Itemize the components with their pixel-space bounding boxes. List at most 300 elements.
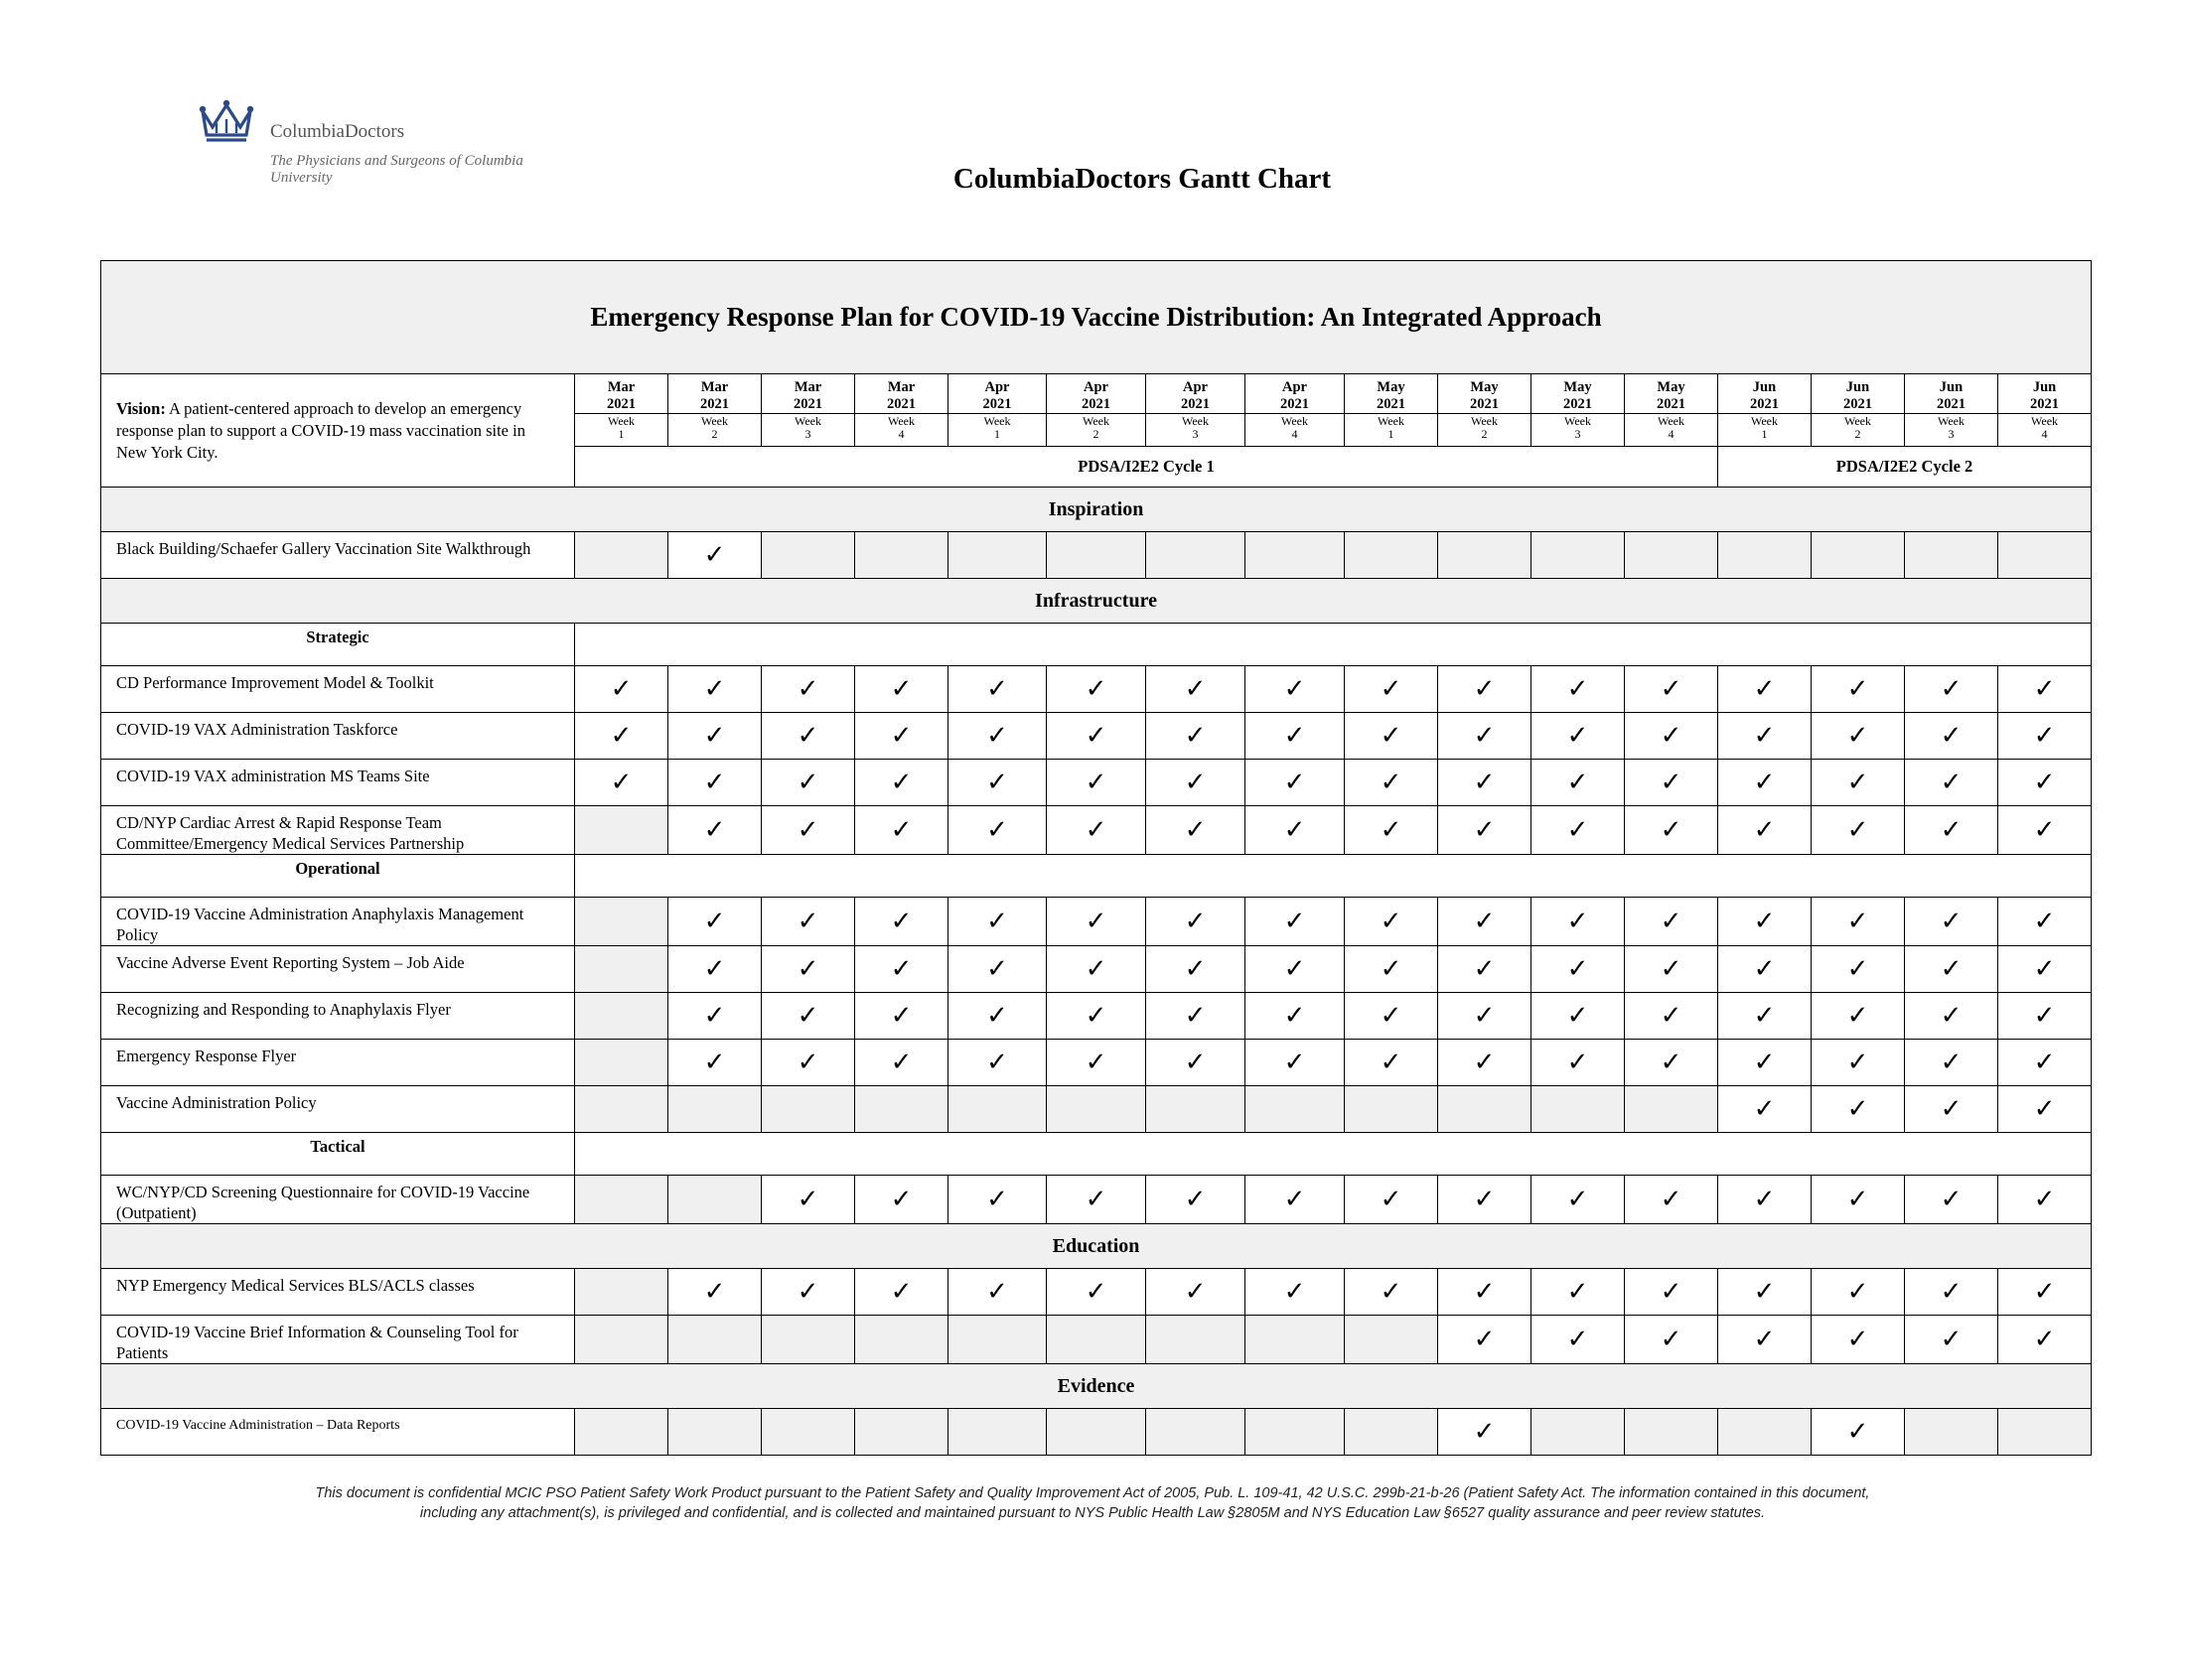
week-header <box>1047 374 1146 447</box>
week-header <box>1812 374 1905 447</box>
checkmark-icon: ✓ <box>1047 1269 1146 1316</box>
checkmark-icon: ✓ <box>1345 760 1438 806</box>
checkmark-icon: ✓ <box>1905 713 1998 760</box>
checkmark-icon: ✓ <box>1812 1269 1905 1316</box>
checkmark-icon: ✓ <box>762 898 855 946</box>
checkmark-icon: ✓ <box>1905 946 1998 993</box>
week-year: 2021 <box>1377 396 1405 412</box>
empty-cell <box>762 1409 855 1456</box>
empty-cell <box>1047 1086 1146 1133</box>
week-header <box>1146 374 1245 447</box>
week-week: Week <box>1438 413 1530 428</box>
week-month: Jun <box>1752 379 1777 395</box>
checkmark-icon: ✓ <box>1718 713 1812 760</box>
checkmark-icon: ✓ <box>1625 946 1718 993</box>
week-num: 1 <box>994 427 1000 441</box>
section-header: Infrastructure <box>101 579 2092 624</box>
empty-cell <box>1345 1086 1438 1133</box>
week-year: 2021 <box>607 396 636 412</box>
checkmark-icon: ✓ <box>1146 806 1245 855</box>
empty-cell <box>1438 1086 1531 1133</box>
task-label: COVID-19 Vaccine Administration – Data Reports <box>101 1409 575 1456</box>
week-num: 4 <box>1291 427 1298 441</box>
checkmark-icon: ✓ <box>1531 993 1625 1040</box>
checkmark-icon: ✓ <box>1245 946 1345 993</box>
checkmark-icon: ✓ <box>1531 1269 1625 1316</box>
checkmark-icon: ✓ <box>1345 946 1438 993</box>
week-header <box>1998 374 2092 447</box>
week-num: 3 <box>1574 427 1581 441</box>
task-label: Recognizing and Responding to Anaphylaxis Flyer <box>101 993 575 1040</box>
week-month: Apr <box>1183 379 1208 395</box>
task-label: Vaccine Adverse Event Reporting System – Job Aide <box>101 946 575 993</box>
checkmark-icon: ✓ <box>1345 1040 1438 1086</box>
task-label: Emergency Response Flyer <box>101 1040 575 1086</box>
week-week: Week <box>1812 413 1904 428</box>
checkmark-icon: ✓ <box>1812 666 1905 713</box>
empty-cell <box>1146 1409 1245 1456</box>
checkmark-icon: ✓ <box>1047 1040 1146 1086</box>
footnote-line-1: This document is confidential MCIC PSO Patient Safety Work Product pursuant to the Patient Safety and Quality Improvement Act of 2005, Pub. L. 109-41, 42 U.S.C. 299b-21-b-26 (Patient Safety Act. The information contained in this document, <box>315 1485 1870 1501</box>
checkmark-icon: ✓ <box>1905 1269 1998 1316</box>
checkmark-icon: ✓ <box>1531 806 1625 855</box>
checkmark-icon: ✓ <box>1531 666 1625 713</box>
checkmark-icon: ✓ <box>1245 898 1345 946</box>
footnote-line-2: including any attachment(s), is privileged and confidential, and is collected and maintained pursuant to NYS Public Health Law §2805M and NYS Education Law §6527 quality assurance and peer review statutes. <box>419 1505 1766 1521</box>
checkmark-icon: ✓ <box>1718 760 1812 806</box>
checkmark-icon: ✓ <box>762 806 855 855</box>
checkmark-icon: ✓ <box>1625 1040 1718 1086</box>
checkmark-icon: ✓ <box>855 993 948 1040</box>
checkmark-icon: ✓ <box>1998 713 2092 760</box>
checkmark-icon: ✓ <box>1998 1176 2092 1224</box>
checkmark-icon: ✓ <box>1718 666 1812 713</box>
checkmark-icon: ✓ <box>1245 1040 1345 1086</box>
task-label: COVID-19 Vaccine Administration Anaphylaxis Management Policy <box>101 898 575 946</box>
week-num: 4 <box>1668 427 1675 441</box>
checkmark-icon: ✓ <box>1905 1176 1998 1224</box>
checkmark-icon: ✓ <box>1438 666 1531 713</box>
checkmark-icon: ✓ <box>1438 898 1531 946</box>
checkmark-icon: ✓ <box>1531 946 1625 993</box>
checkmark-icon: ✓ <box>1345 666 1438 713</box>
empty-cell <box>1718 1409 1812 1456</box>
empty-cell <box>1998 532 2092 579</box>
checkmark-icon: ✓ <box>1345 1176 1438 1224</box>
checkmark-icon: ✓ <box>1812 898 1905 946</box>
week-month: May <box>1470 379 1499 395</box>
task-label: WC/NYP/CD Screening Questionnaire for COVID-19 Vaccine (Outpatient) <box>101 1176 575 1224</box>
checkmark-icon: ✓ <box>1905 760 1998 806</box>
week-year: 2021 <box>1843 396 1872 412</box>
checkmark-icon: ✓ <box>948 760 1047 806</box>
week-week: Week <box>1531 413 1624 428</box>
checkmark-icon: ✓ <box>762 1040 855 1086</box>
empty-cell <box>668 1316 762 1364</box>
week-month: Apr <box>1084 379 1108 395</box>
section-header: Inspiration <box>101 488 2092 532</box>
brand-tagline: The Physicians and Surgeons of Columbia University <box>270 153 523 186</box>
checkmark-icon: ✓ <box>1812 1040 1905 1086</box>
week-header <box>762 374 855 447</box>
section-header: Education <box>101 1224 2092 1269</box>
empty-cell <box>575 1040 668 1086</box>
week-month: Jun <box>2032 379 2057 395</box>
checkmark-icon: ✓ <box>1998 1316 2092 1364</box>
checkmark-icon: ✓ <box>1998 898 2092 946</box>
checkmark-icon: ✓ <box>668 946 762 993</box>
empty-cell <box>1047 1316 1146 1364</box>
checkmark-icon: ✓ <box>1047 1176 1146 1224</box>
empty-cell <box>668 1176 762 1224</box>
checkmark-icon: ✓ <box>948 666 1047 713</box>
checkmark-icon: ✓ <box>575 713 668 760</box>
task-label: COVID-19 Vaccine Brief Information & Counseling Tool for Patients <box>101 1316 575 1364</box>
gantt-table <box>100 260 2092 1456</box>
checkmark-icon: ✓ <box>1047 898 1146 946</box>
checkmark-icon: ✓ <box>948 1040 1047 1086</box>
empty-cell <box>1905 1409 1998 1456</box>
week-header <box>1625 374 1718 447</box>
checkmark-icon: ✓ <box>1905 993 1998 1040</box>
checkmark-icon: ✓ <box>1905 1316 1998 1364</box>
empty-cell <box>575 946 668 993</box>
checkmark-icon: ✓ <box>855 666 948 713</box>
empty-cell <box>1905 532 1998 579</box>
checkmark-icon: ✓ <box>1146 760 1245 806</box>
task-label: NYP Emergency Medical Services BLS/ACLS classes <box>101 1269 575 1316</box>
checkmark-icon: ✓ <box>948 713 1047 760</box>
empty-cell <box>1718 532 1812 579</box>
checkmark-icon: ✓ <box>1718 806 1812 855</box>
empty-cell <box>1625 1086 1718 1133</box>
week-year: 2021 <box>1937 396 1966 412</box>
empty-cell <box>1146 532 1245 579</box>
checkmark-icon: ✓ <box>855 1176 948 1224</box>
week-header <box>855 374 948 447</box>
vision-statement <box>101 374 575 488</box>
checkmark-icon: ✓ <box>948 898 1047 946</box>
checkmark-icon: ✓ <box>1047 666 1146 713</box>
checkmark-icon: ✓ <box>1998 666 2092 713</box>
empty-cell <box>1345 1316 1438 1364</box>
week-year: 2021 <box>1563 396 1592 412</box>
week-week: Week <box>948 413 1046 428</box>
empty-cell <box>575 806 668 855</box>
week-week: Week <box>668 413 761 428</box>
checkmark-icon: ✓ <box>855 1040 948 1086</box>
checkmark-icon: ✓ <box>668 806 762 855</box>
checkmark-icon: ✓ <box>1718 993 1812 1040</box>
empty-cell <box>1245 1409 1345 1456</box>
empty-cell <box>1245 1316 1345 1364</box>
checkmark-icon: ✓ <box>948 1269 1047 1316</box>
checkmark-icon: ✓ <box>1905 1040 1998 1086</box>
task-label: CD/NYP Cardiac Arrest & Rapid Response Team Committee/Emergency Medical Services Partnership <box>101 806 575 855</box>
checkmark-icon: ✓ <box>668 1269 762 1316</box>
checkmark-icon: ✓ <box>762 760 855 806</box>
checkmark-icon: ✓ <box>1812 993 1905 1040</box>
checkmark-icon: ✓ <box>762 946 855 993</box>
empty-cell <box>1625 1409 1718 1456</box>
empty-cell <box>575 1086 668 1133</box>
checkmark-icon: ✓ <box>1812 1316 1905 1364</box>
checkmark-icon: ✓ <box>1146 666 1245 713</box>
week-year: 2021 <box>1181 396 1210 412</box>
week-num: 3 <box>1948 427 1955 441</box>
checkmark-icon: ✓ <box>1047 806 1146 855</box>
empty-cell <box>1812 532 1905 579</box>
week-week: Week <box>1047 413 1145 428</box>
week-week: Week <box>1905 413 1997 428</box>
empty-cell <box>1245 1086 1345 1133</box>
checkmark-icon: ✓ <box>1625 1316 1718 1364</box>
empty-cell <box>575 532 668 579</box>
checkmark-icon: ✓ <box>1625 666 1718 713</box>
empty-cell <box>1531 1409 1625 1456</box>
empty-cell <box>855 1316 948 1364</box>
week-num: 2 <box>1854 427 1861 441</box>
empty-cell <box>1625 532 1718 579</box>
checkmark-icon: ✓ <box>1812 946 1905 993</box>
empty-cell <box>575 1316 668 1364</box>
empty-cell <box>575 898 668 946</box>
week-week: Week <box>1345 413 1437 428</box>
week-month: Mar <box>794 379 822 395</box>
checkmark-icon: ✓ <box>1718 1086 1812 1133</box>
empty-cell <box>762 532 855 579</box>
checkmark-icon: ✓ <box>762 713 855 760</box>
empty-cell <box>1531 1086 1625 1133</box>
subsection-label: Tactical <box>101 1133 575 1176</box>
week-num: 1 <box>1387 427 1394 441</box>
checkmark-icon: ✓ <box>1146 946 1245 993</box>
checkmark-icon: ✓ <box>1812 760 1905 806</box>
checkmark-icon: ✓ <box>1625 993 1718 1040</box>
checkmark-icon: ✓ <box>1047 713 1146 760</box>
checkmark-icon: ✓ <box>948 1176 1047 1224</box>
checkmark-icon: ✓ <box>1905 806 1998 855</box>
empty-cell <box>855 532 948 579</box>
empty-cell <box>948 1409 1047 1456</box>
checkmark-icon: ✓ <box>948 946 1047 993</box>
empty-cell <box>575 1176 668 1224</box>
checkmark-icon: ✓ <box>1438 806 1531 855</box>
checkmark-icon: ✓ <box>668 713 762 760</box>
checkmark-icon: ✓ <box>1998 1269 2092 1316</box>
empty-cell <box>1438 532 1531 579</box>
week-header <box>948 374 1047 447</box>
subsection-label: Strategic <box>101 624 575 666</box>
checkmark-icon: ✓ <box>1245 993 1345 1040</box>
checkmark-icon: ✓ <box>1146 1040 1245 1086</box>
checkmark-icon: ✓ <box>1146 713 1245 760</box>
checkmark-icon: ✓ <box>1625 806 1718 855</box>
checkmark-icon: ✓ <box>1146 993 1245 1040</box>
task-label: Black Building/Schaefer Gallery Vaccination Site Walkthrough <box>101 532 575 579</box>
checkmark-icon: ✓ <box>575 666 668 713</box>
checkmark-icon: ✓ <box>1998 1040 2092 1086</box>
week-header <box>1905 374 1998 447</box>
checkmark-icon: ✓ <box>1345 898 1438 946</box>
cycle-2-label: PDSA/I2E2 Cycle 2 <box>1718 447 2092 488</box>
checkmark-icon: ✓ <box>668 993 762 1040</box>
cycle-1-label: PDSA/I2E2 Cycle 1 <box>575 447 1718 488</box>
checkmark-icon: ✓ <box>1905 898 1998 946</box>
empty-cell <box>575 1269 668 1316</box>
empty-cell <box>1998 1409 2092 1456</box>
checkmark-icon: ✓ <box>1345 713 1438 760</box>
checkmark-icon: ✓ <box>948 993 1047 1040</box>
week-year: 2021 <box>2030 396 2060 412</box>
checkmark-icon: ✓ <box>762 1176 855 1224</box>
week-month: Mar <box>887 379 916 395</box>
week-month: May <box>1657 379 1685 395</box>
week-month: Jun <box>1845 379 1870 395</box>
week-month: May <box>1377 379 1405 395</box>
checkmark-icon: ✓ <box>1531 713 1625 760</box>
checkmark-icon: ✓ <box>1345 993 1438 1040</box>
week-header <box>1345 374 1438 447</box>
checkmark-icon: ✓ <box>668 760 762 806</box>
checkmark-icon: ✓ <box>855 760 948 806</box>
checkmark-icon: ✓ <box>668 898 762 946</box>
week-week: Week <box>1146 413 1244 428</box>
week-month: Apr <box>984 379 1010 395</box>
checkmark-icon: ✓ <box>1998 993 2092 1040</box>
checkmark-icon: ✓ <box>762 666 855 713</box>
checkmark-icon: ✓ <box>855 713 948 760</box>
week-week: Week <box>762 413 854 428</box>
week-num: 4 <box>2041 427 2048 441</box>
checkmark-icon: ✓ <box>1998 760 2092 806</box>
checkmark-icon: ✓ <box>1438 1040 1531 1086</box>
week-header <box>1531 374 1625 447</box>
checkmark-icon: ✓ <box>1531 1316 1625 1364</box>
checkmark-icon: ✓ <box>762 1269 855 1316</box>
checkmark-icon: ✓ <box>855 946 948 993</box>
checkmark-icon: ✓ <box>1345 806 1438 855</box>
subsection-spacer <box>575 855 2092 898</box>
week-year: 2021 <box>1280 396 1309 412</box>
week-month: Apr <box>1282 379 1307 395</box>
week-month: May <box>1563 379 1592 395</box>
week-header <box>1245 374 1345 447</box>
week-week: Week <box>1718 413 1811 428</box>
week-week: Week <box>1245 413 1344 428</box>
checkmark-icon: ✓ <box>668 1040 762 1086</box>
checkmark-icon: ✓ <box>1905 666 1998 713</box>
empty-cell <box>668 1086 762 1133</box>
checkmark-icon: ✓ <box>1531 760 1625 806</box>
checkmark-icon: ✓ <box>1047 946 1146 993</box>
empty-cell <box>1245 532 1345 579</box>
vision-label: Vision: <box>116 398 166 418</box>
checkmark-icon: ✓ <box>1245 1176 1345 1224</box>
subsection-spacer <box>575 1133 2092 1176</box>
week-num: 3 <box>1192 427 1199 441</box>
plan-banner: Emergency Response Plan for COVID-19 Vaccine Distribution: An Integrated Approach <box>101 261 2092 374</box>
checkmark-icon: ✓ <box>1998 1086 2092 1133</box>
empty-cell <box>762 1086 855 1133</box>
checkmark-icon: ✓ <box>1718 898 1812 946</box>
empty-cell <box>668 1409 762 1456</box>
checkmark-icon: ✓ <box>1531 1040 1625 1086</box>
brand-name: ColumbiaDoctors <box>270 121 405 142</box>
checkmark-icon: ✓ <box>1438 993 1531 1040</box>
checkmark-icon: ✓ <box>1438 1316 1531 1364</box>
week-year: 2021 <box>887 396 916 412</box>
checkmark-icon: ✓ <box>1812 1409 1905 1456</box>
empty-cell <box>1531 532 1625 579</box>
checkmark-icon: ✓ <box>668 666 762 713</box>
section-header: Evidence <box>101 1364 2092 1409</box>
checkmark-icon: ✓ <box>855 898 948 946</box>
checkmark-icon: ✓ <box>1998 946 2092 993</box>
week-num: 2 <box>711 427 718 441</box>
subsection-spacer <box>575 624 2092 666</box>
checkmark-icon: ✓ <box>1146 1269 1245 1316</box>
checkmark-icon: ✓ <box>1438 1176 1531 1224</box>
checkmark-icon: ✓ <box>1245 1269 1345 1316</box>
crown-icon <box>199 97 254 145</box>
week-header <box>668 374 762 447</box>
checkmark-icon: ✓ <box>1718 1316 1812 1364</box>
vision-text: A patient-centered approach to develop an emergency response plan to support a COVID-19 mass vaccination site in New York City. <box>116 398 525 462</box>
checkmark-icon: ✓ <box>1625 898 1718 946</box>
week-year: 2021 <box>982 396 1012 412</box>
week-year: 2021 <box>1750 396 1779 412</box>
checkmark-icon: ✓ <box>1625 1176 1718 1224</box>
task-label: Vaccine Administration Policy <box>101 1086 575 1133</box>
week-week: Week <box>1625 413 1717 428</box>
week-num: 3 <box>804 427 811 441</box>
week-year: 2021 <box>700 396 729 412</box>
task-label: COVID-19 VAX administration MS Teams Site <box>101 760 575 806</box>
empty-cell <box>948 532 1047 579</box>
checkmark-icon: ✓ <box>1245 760 1345 806</box>
checkmark-icon: ✓ <box>855 1269 948 1316</box>
checkmark-icon: ✓ <box>948 806 1047 855</box>
checkmark-icon: ✓ <box>1812 806 1905 855</box>
empty-cell <box>1146 1086 1245 1133</box>
empty-cell <box>855 1086 948 1133</box>
checkmark-icon: ✓ <box>1047 993 1146 1040</box>
week-num: 1 <box>618 427 625 441</box>
checkmark-icon: ✓ <box>1531 898 1625 946</box>
checkmark-icon: ✓ <box>1531 1176 1625 1224</box>
week-year: 2021 <box>1082 396 1110 412</box>
checkmark-icon: ✓ <box>1047 760 1146 806</box>
week-month: Mar <box>700 379 729 395</box>
checkmark-icon: ✓ <box>1718 946 1812 993</box>
week-year: 2021 <box>1657 396 1685 412</box>
task-label: COVID-19 VAX Administration Taskforce <box>101 713 575 760</box>
checkmark-icon: ✓ <box>1625 1269 1718 1316</box>
document-title: ColumbiaDoctors Gantt Chart <box>952 163 1332 195</box>
checkmark-icon: ✓ <box>1146 1176 1245 1224</box>
checkmark-icon: ✓ <box>1812 1086 1905 1133</box>
empty-cell <box>1146 1316 1245 1364</box>
empty-cell <box>762 1316 855 1364</box>
week-year: 2021 <box>794 396 822 412</box>
checkmark-icon: ✓ <box>668 532 762 579</box>
checkmark-icon: ✓ <box>1245 806 1345 855</box>
empty-cell <box>1345 1409 1438 1456</box>
week-month: Mar <box>607 379 636 395</box>
checkmark-icon: ✓ <box>1245 713 1345 760</box>
week-header <box>575 374 668 447</box>
